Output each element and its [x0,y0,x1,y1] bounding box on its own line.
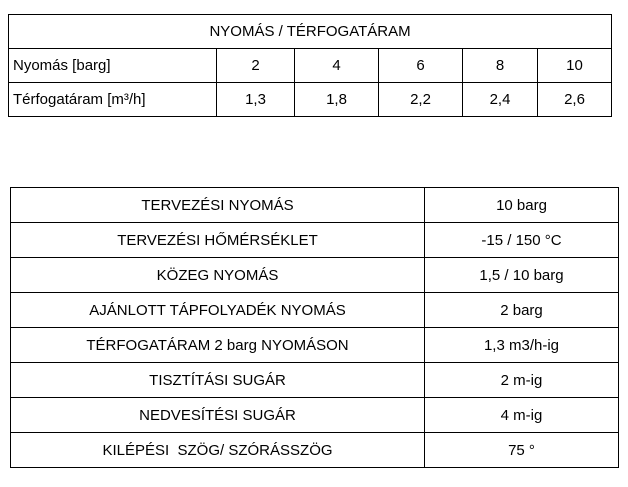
spec-label: NEDVESÍTÉSI SUGÁR [11,398,425,433]
spec-value: 2 m-ig [425,363,619,398]
spec-value: 75 ° [425,433,619,468]
table-row [11,328,619,363]
spec-value: 2 barg [425,293,619,328]
pressure-row [9,49,612,83]
spec-value: 1,3 m3/h-ig [425,328,619,363]
table-row [11,258,619,293]
table-row [11,363,619,398]
spec-value: -15 / 150 °C [425,223,619,258]
flow-value: 2,4 [463,83,538,117]
flow-value: 2,2 [379,83,463,117]
spec-label: TERVEZÉSI HŐMÉRSÉKLET [11,223,425,258]
spec-value: 10 barg [425,188,619,223]
flow-value: 1,3 [217,83,295,117]
spec-label: TÉRFOGATÁRAM 2 barg NYOMÁSON [11,328,425,363]
table-title: NYOMÁS / TÉRFOGATÁRAM [9,15,612,49]
table-row [11,398,619,433]
spec-label: AJÁNLOTT TÁPFOLYADÉK NYOMÁS [11,293,425,328]
spec-label: TISZTÍTÁSI SUGÁR [11,363,425,398]
pressure-label: Nyomás [barg] [9,49,217,83]
specification-table [10,187,619,468]
spec-label: TERVEZÉSI NYOMÁS [11,188,425,223]
flow-row [9,83,612,117]
spec-value: 1,5 / 10 barg [425,258,619,293]
table-row [11,433,619,468]
spec-label: KÖZEG NYOMÁS [11,258,425,293]
spec-label: KILÉPÉSI SZÖG/ SZÓRÁSSZÖG [11,433,425,468]
pressure-value: 8 [463,49,538,83]
table-row [11,223,619,258]
pressure-value: 4 [295,49,379,83]
pressure-value: 2 [217,49,295,83]
pressure-flow-table [8,14,612,117]
table-title-row [9,15,612,49]
flow-label: Térfogatáram [m³/h] [9,83,217,117]
table-row [11,293,619,328]
spec-value: 4 m-ig [425,398,619,433]
pressure-value: 6 [379,49,463,83]
flow-value: 2,6 [538,83,612,117]
table-row [11,188,619,223]
flow-value: 1,8 [295,83,379,117]
pressure-value: 10 [538,49,612,83]
